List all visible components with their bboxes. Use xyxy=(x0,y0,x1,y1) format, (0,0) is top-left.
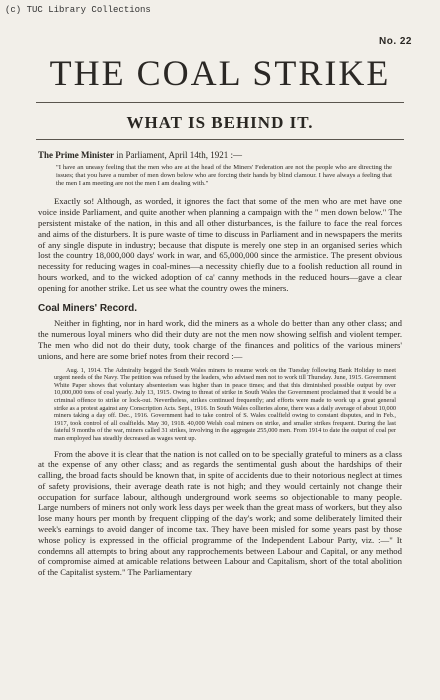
article-body xyxy=(38,150,402,578)
pm-name: The Prime Minister xyxy=(38,150,114,160)
document-number: No. 22 xyxy=(378,36,412,47)
page-title: THE COAL STRIKE xyxy=(49,53,391,93)
record-notes-text: Aug. 1, 1914. The Admiralty begged the South Wales miners to resume work on the Tuesday following Bank Holiday to meet urgent needs of the Navy. The petition was refused by the leaders, who advised men not to work till Thursday. June, 1915. Government White Paper shows that voluntary absenteeism was higher than in peace times; and that this diminished possible output by over 10,000,000 tons of coal yearly. July 13, 1915. Owing to threat of strike in South Wales the Government proclaimed that it would be a criminal offence to strike or lock-out. Nevertheless, strikes continued frequently; and efforts were made to work up a great general strike as a protest against any Conscription Acts. Sept., 1916. In South Wales collieries alone, there was a daily average of about 10,000 miners taking a day off. Dec., 1916. Government had to take control of S. Wales coalfield owing to constant disputes, and in Feb., 1917, took control of all coalfields. May 30, 1918. 40,000 Welsh coal miners on strike, and smaller strikes frequent. During the last fateful 9 months of the war, miners called 31 strikes, involving in the aggregate 255,000 men. From 1914 to date the output of coal per man employed has steadily decreased as wages went up. xyxy=(54,366,396,442)
record-notes xyxy=(54,367,396,443)
title-rule-bottom xyxy=(36,139,404,140)
paragraph-conclusion: From the above it is clear that the nation is not called on to be specially grateful to miners as a class at the expense of any other class; and as regards the sentimental gush about the hardships of their calling, the broad facts should be known that, in spite of accidents due to their notorious neglect at times of safety provisions, their average death rate is not high; and they would certainly not change their occupation for surface labour, although underground work seems so objectionable to many people. Large numbers of miners not only work less days per week than the great mass of workers, but they also lose many hours per month by frequent clipping of the day's work; and some deliberately limited their week's earnings to avoid danger of income tax. They have been misled for some years past by those whose policy is expressed in the official programme of the Independent Labour Party, viz. :—" It condemns all attempts to bring about any rapprochements between Labour and Capital, or any method of compromise aimed at amicable relations between Labour and Capitalism, short of the total abolition of the Capitalist system." The Parliamentary xyxy=(38,448,402,578)
section-heading-record: Coal Miners' Record. xyxy=(38,302,138,314)
paragraph-exactly-so: Exactly so! Although, as worded, it ignores the fact that some of the men who are met have one voice inside Parliament, and quite another when planning a campaign with the " men down below." The persistent mistake of the nation, in this and all other disturbances, is the failure to face the real forces and aims of the disturbers. It is pure waste of time to discuss in Parliament and in newspapers the merits of any single dispute in industry; because that dispute is merely one step in an organised series which lost the country 18,000,000 days' work in war, and 65,000,000 since the armistice. The present obvious necessity for reducing wages in coal-mines—a necessity chiefly due to a foolish reduction all round in hours worked, and to the wicked adoption of ca' canny methods in the reduced hours—gave a clear opening for another strike. Let us see what the country owes the miners. xyxy=(38,196,402,293)
paragraph-miners-record: Neither in fighting, nor in hard work, did the miners as a whole do better than any other class; and the numerous loyal miners who did their duty are not the men now showing selfish and violent temper. The men who did not do their duty, took charge of the finances and politics of the various miners' unions, and here are some brief notes from their record :— xyxy=(38,318,402,361)
title-rule-top xyxy=(36,102,404,103)
pm-heading xyxy=(38,150,402,161)
page-subtitle: WHAT IS BEHIND IT. xyxy=(126,113,314,132)
copyright-notice: (c) TUC Library Collections xyxy=(5,5,151,15)
pm-quote: "I have an uneasy feeling that the men who are at the head of the Miners' Federation are not the people who are directing the issues; that you have a number of men down below who are forcing their hands by blind clamour. I have always a feeling that the men I am meeting are not the men I am dealing with." xyxy=(56,163,392,188)
pm-context: in Parliament, April 14th, 1921 :— xyxy=(113,150,242,160)
